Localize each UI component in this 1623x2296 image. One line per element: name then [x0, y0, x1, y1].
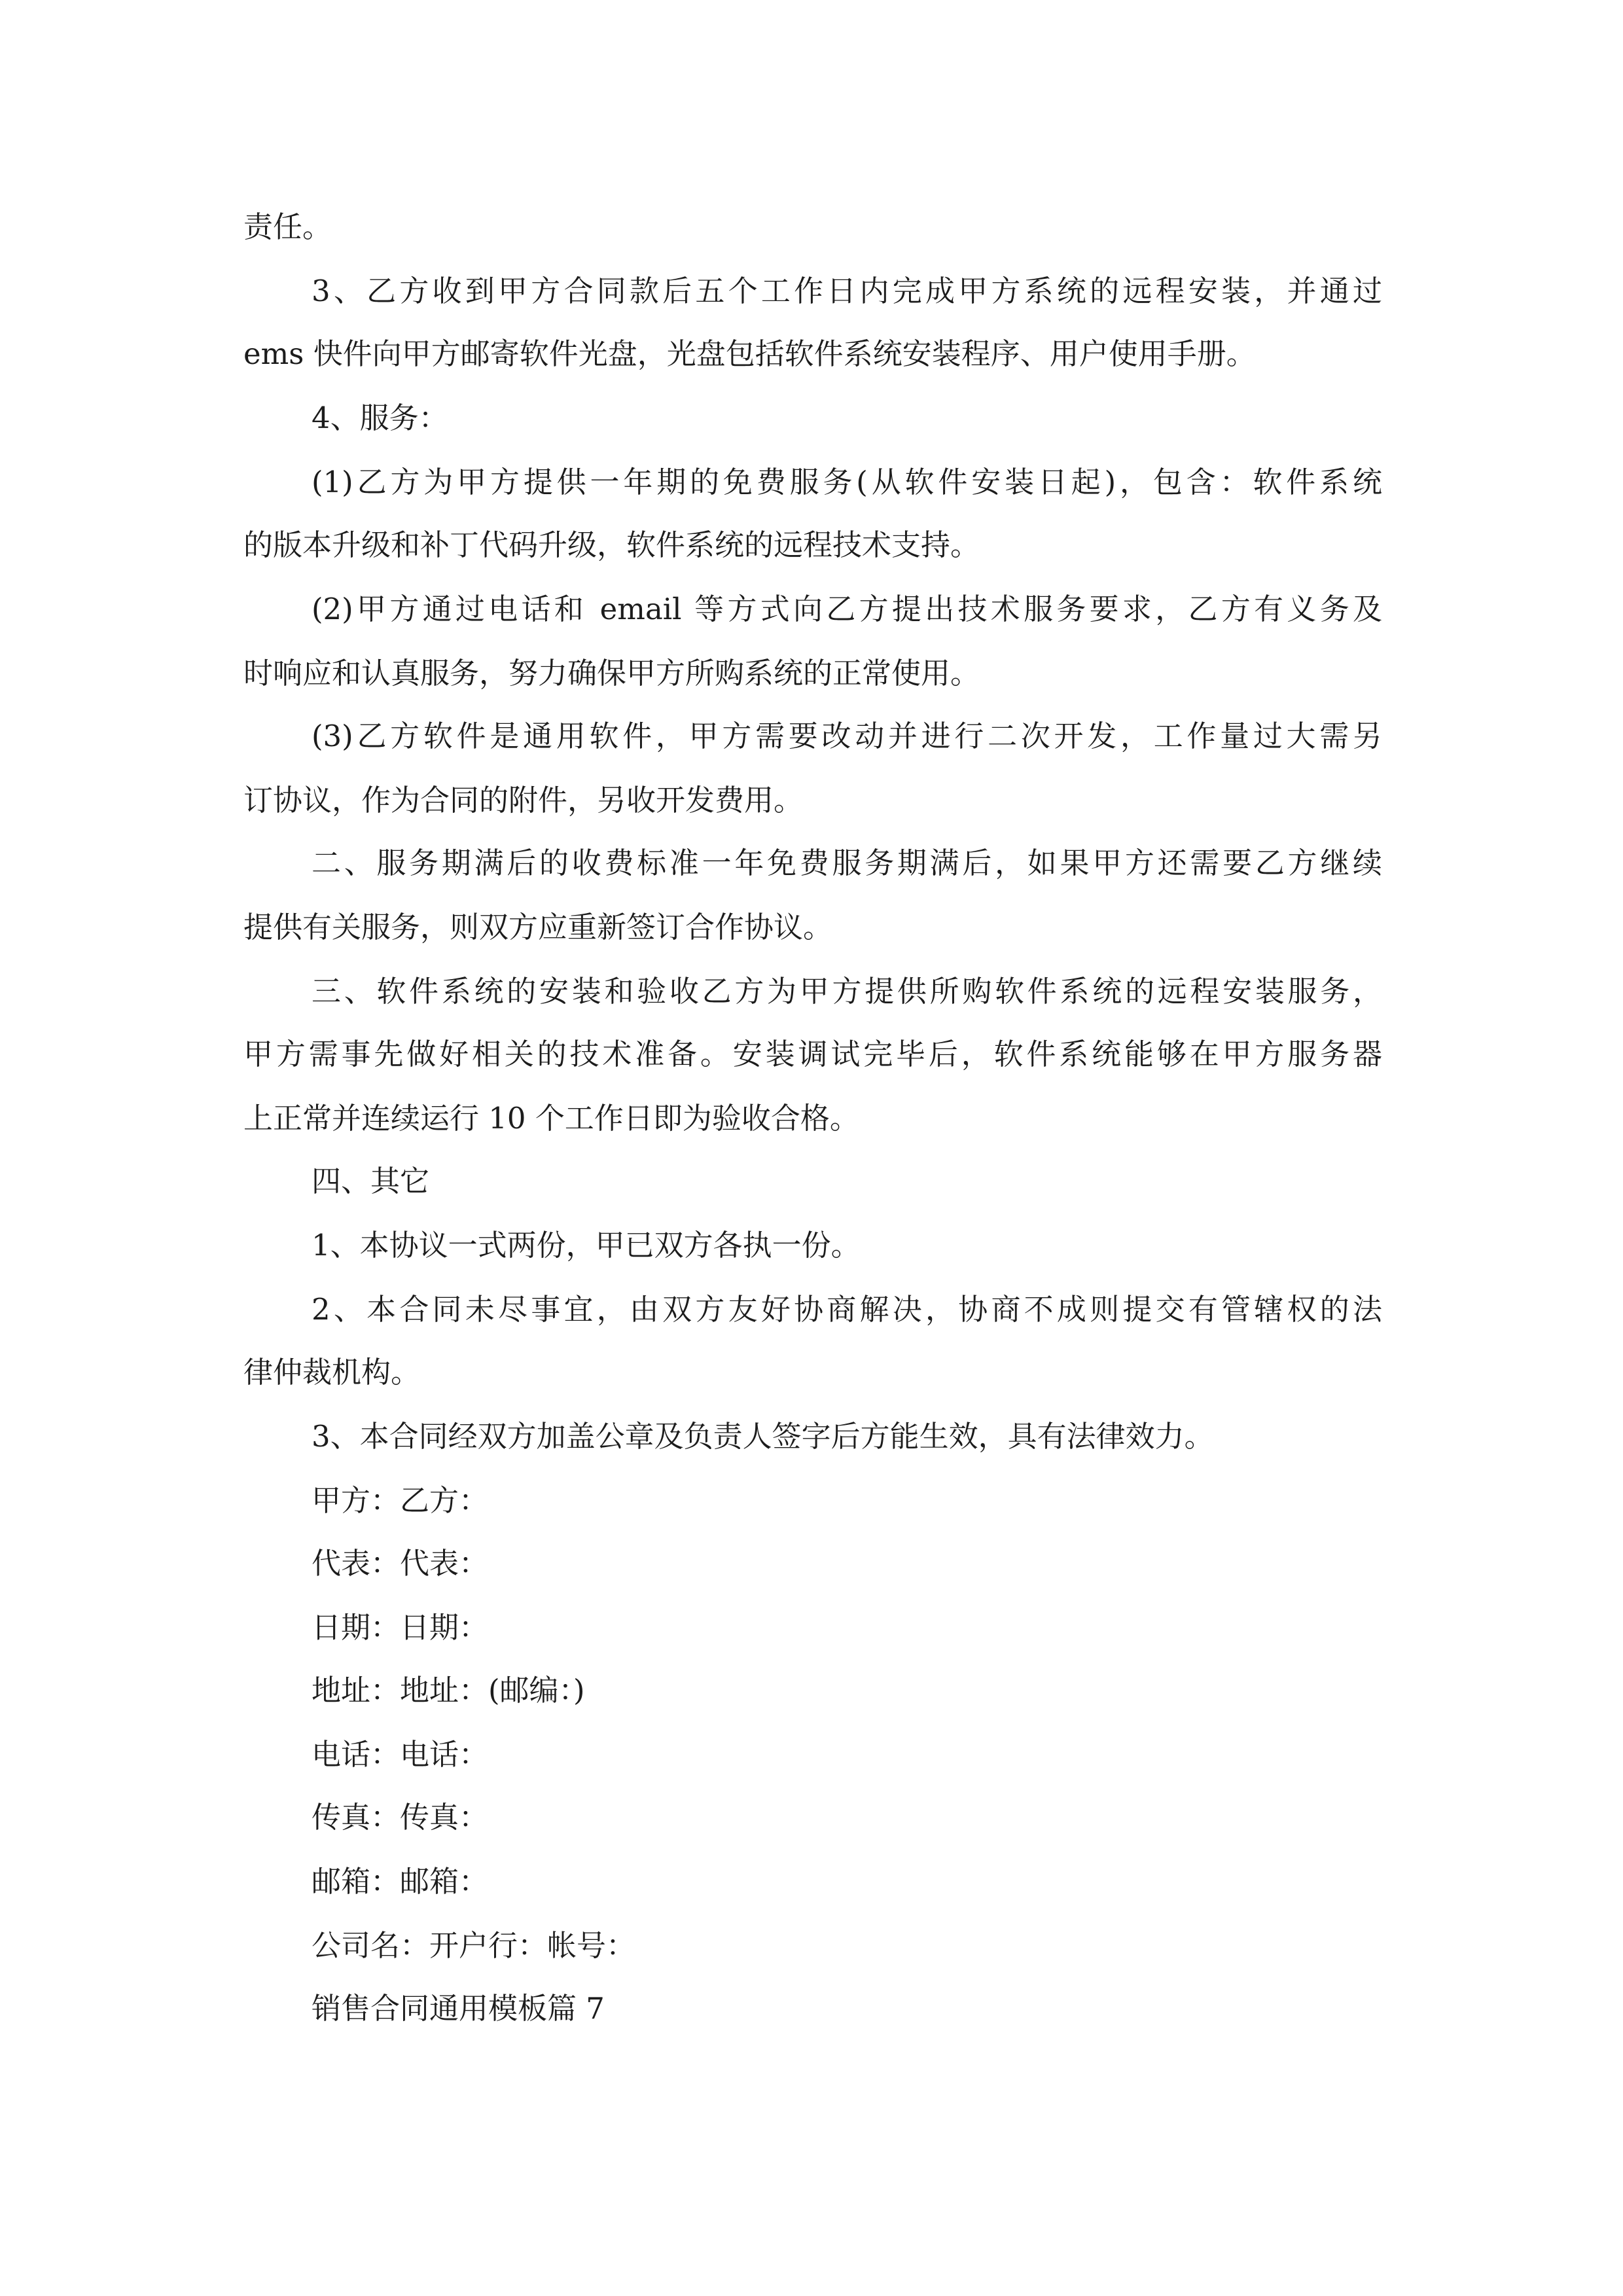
clause-3-line-2: ems 快件向甲方邮寄软件光盘，光盘包括软件系统安装程序、用户使用手册。	[243, 338, 1256, 372]
clause-4-heading: 4、服务：	[312, 402, 448, 436]
other-clause-3: 3、本合同经双方加盖公章及负责人签字后方能生效，具有法律效力。	[312, 1420, 1214, 1454]
service-item-3-line-1: (3)乙方软件是通用软件，甲方需要改动并进行二次开发，工作量过大需另	[312, 720, 1382, 754]
other-clause-2-line-2: 律仲裁机构。	[243, 1356, 421, 1390]
section-3-line-3: 上正常并连续运行 10 个工作日即为验收合格。	[243, 1102, 859, 1136]
signature-fax-line: 传真：传真：	[312, 1801, 489, 1835]
next-template-title: 销售合同通用模板篇 7	[312, 1992, 605, 2026]
section-3-line-1: 三、软件系统的安装和验收乙方为甲方提供所购软件系统的远程安装服务，	[312, 975, 1382, 1009]
signature-party-line: 甲方：乙方：	[312, 1484, 489, 1518]
signature-email-line: 邮箱：邮箱：	[312, 1865, 489, 1899]
signature-company-bank-line: 公司名：开户行：帐号：	[312, 1929, 636, 1964]
section-2-line-1: 二、服务期满后的收费标准一年免费服务期满后，如果甲方还需要乙方继续	[312, 847, 1382, 881]
section-3-line-2: 甲方需事先做好相关的技术准备。安装调试完毕后，软件系统能够在甲方服务器	[243, 1038, 1382, 1072]
other-clause-2-line-1: 2、本合同未尽事宜，由双方友好协商解决，协商不成则提交有管辖权的法	[312, 1293, 1382, 1327]
service-item-2-line-2: 时响应和认真服务，努力确保甲方所购系统的正常使用。	[243, 657, 980, 691]
clause-3-line-1: 3、乙方收到甲方合同款后五个工作日内完成甲方系统的远程安装，并通过	[312, 275, 1382, 309]
signature-phone-line: 电话：电话：	[312, 1738, 489, 1772]
service-item-1-line-1: (1)乙方为甲方提供一年期的免费服务(从软件安装日起)，包含：软件系统	[312, 466, 1382, 500]
service-item-1-line-2: 的版本升级和补丁代码升级，软件系统的远程技术支持。	[243, 529, 980, 563]
paragraph-continuation: 责任。	[243, 211, 332, 245]
section-4-heading: 四、其它	[312, 1165, 430, 1199]
section-2-line-2: 提供有关服务，则双方应重新签订合作协议。	[243, 911, 833, 945]
service-item-2-line-1: (2)甲方通过电话和 email 等方式向乙方提出技术服务要求，乙方有义务及	[312, 593, 1382, 627]
signature-date-line: 日期：日期：	[312, 1611, 489, 1645]
signature-representative-line: 代表：代表：	[312, 1547, 489, 1581]
other-clause-1: 1、本协议一式两份，甲已双方各执一份。	[312, 1229, 861, 1263]
service-item-3-line-2: 订协议，作为合同的附件，另收开发费用。	[243, 784, 804, 818]
signature-address-line: 地址：地址：(邮编：)	[312, 1674, 585, 1708]
